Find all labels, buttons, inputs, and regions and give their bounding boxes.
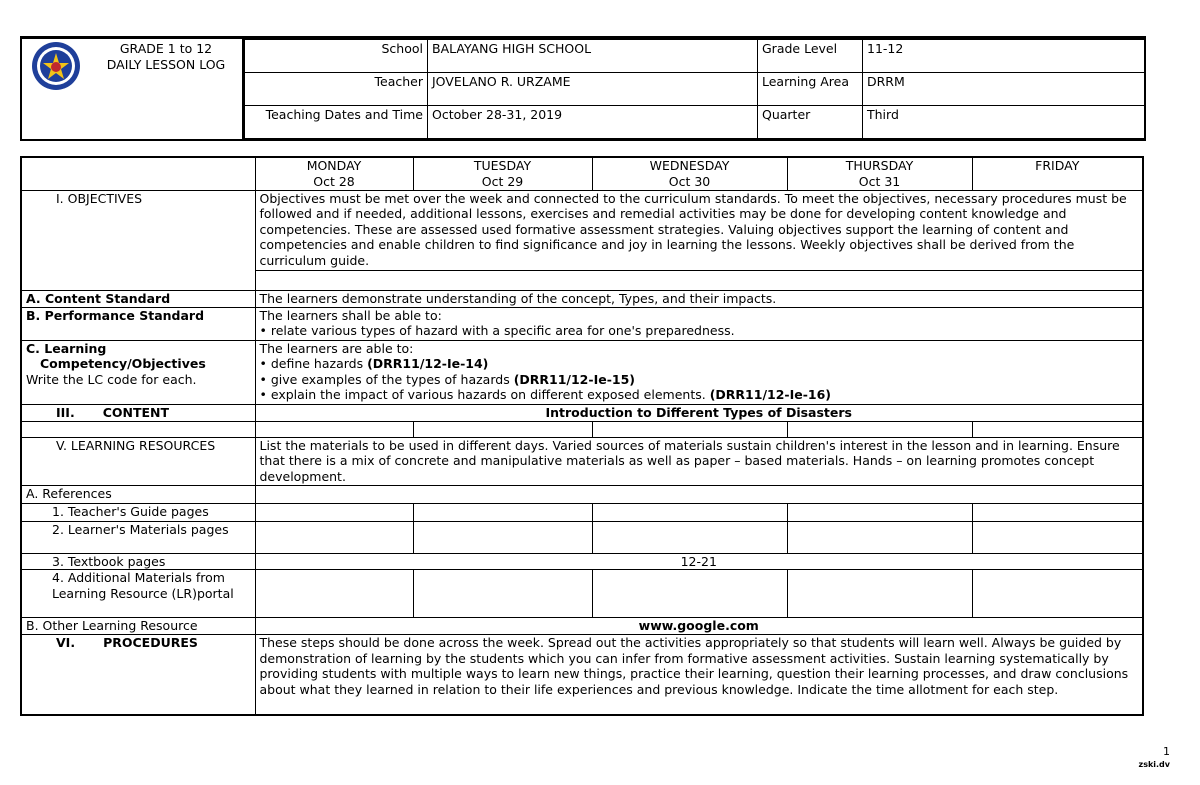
area-label: Learning Area bbox=[758, 73, 863, 106]
reference-textbook-row bbox=[21, 553, 1143, 570]
content-title: Introduction to Different Types of Disasters bbox=[255, 404, 1143, 421]
grade-range: GRADE 1 to 12 bbox=[119, 41, 213, 56]
competency-text: The learners are able to: • define hazards (DRR11/12-Ie-14) • give examples of the types of hazards (DRR11/12-Ie-15) • explain the impact of various hazards on different exposed elements. (DRR11/12-Ie-16) bbox=[255, 340, 1143, 404]
header-title-block bbox=[22, 39, 244, 139]
performance-standard-label: B. Performance Standard bbox=[21, 307, 255, 340]
other-resource-row bbox=[21, 618, 1143, 635]
deped-seal-icon bbox=[31, 41, 81, 91]
competency-row bbox=[21, 340, 1143, 404]
objectives-blank bbox=[255, 270, 1143, 290]
day-monday: MONDAY Oct 28 bbox=[255, 157, 413, 190]
lesson-plan-table bbox=[20, 156, 1144, 716]
textbook-pages-value: 12-21 bbox=[255, 553, 1143, 570]
reference-label: 3. Textbook pages bbox=[21, 553, 255, 570]
teacher-label: Teacher bbox=[245, 73, 428, 106]
procedures-label: VI. PROCEDURES bbox=[21, 635, 255, 715]
days-row bbox=[21, 157, 1143, 190]
content-standard-text: The learners demonstrate understanding of the concept, Types, and their impacts. bbox=[255, 290, 1143, 307]
dates-value: October 28-31, 2019 bbox=[428, 106, 758, 139]
content-label: III. CONTENT bbox=[21, 404, 255, 421]
school-label: School bbox=[245, 40, 428, 73]
competency-item: • define hazards (DRR11/12-Ie-14) bbox=[259, 356, 489, 372]
teacher-value: JOVELANO R. URZAME bbox=[428, 73, 758, 106]
objectives-label: I. OBJECTIVES bbox=[21, 190, 255, 290]
reference-label: 2. Learner's Materials pages bbox=[21, 521, 255, 553]
content-blank-row bbox=[21, 421, 1143, 437]
content-standard-row bbox=[21, 290, 1143, 307]
content-standard-label: A. Content Standard bbox=[21, 290, 255, 307]
procedures-row bbox=[21, 635, 1143, 715]
day-tuesday: TUESDAY Oct 29 bbox=[413, 157, 592, 190]
objectives-text: Objectives must be met over the week and connected to the curriculum standards. To meet the objectives, necessary procedures must be followed and if needed, additional lessons, exercises and remedial activities may be done for developing content knowledge and competencies. These are assessed used formative assessment strategies. Valuing objectives support the learning of content and competencies and enable children to find significance and joy in learning the lessons. Weekly objectives shall be derived from the curriculum guide. bbox=[255, 190, 1143, 270]
learning-resources-text: List the materials to be used in different days. Varied sources of materials sustain children's interest in the lesson and in learning. Ensure that there is a mix of concrete and manipulative materials as well as paper – based materials. Hands – on learning promotes concept development. bbox=[255, 437, 1143, 485]
performance-standard-row bbox=[21, 307, 1143, 340]
dates-label: Teaching Dates and Time bbox=[245, 106, 428, 139]
reference-tg-row bbox=[21, 503, 1143, 521]
doc-title: DAILY LESSON LOG bbox=[106, 56, 226, 72]
learning-resources-row bbox=[21, 437, 1143, 485]
content-row bbox=[21, 404, 1143, 421]
reference-label: 4. Additional Materials from Learning Resource (LR)portal bbox=[21, 570, 255, 618]
reference-lr-row bbox=[21, 570, 1143, 618]
other-resource-link[interactable]: www.google.com bbox=[255, 618, 1143, 635]
blank-cell bbox=[21, 157, 255, 190]
day-thursday: THURSDAY Oct 31 bbox=[787, 157, 972, 190]
area-value: DRRM bbox=[863, 73, 1145, 106]
references-row bbox=[21, 485, 1143, 503]
header-title bbox=[92, 41, 240, 72]
reference-lm-row bbox=[21, 521, 1143, 553]
performance-standard-text: The learners shall be able to: • relate various types of hazard with a specific area for one's preparedness. bbox=[255, 307, 1143, 340]
procedures-text: These steps should be done across the week. Spread out the activities appropriately so that students will learn well. Always be guided by demonstration of learning by the students which you can infer from formative assessment activities. Sustain learning systematically by providing students with multiple ways to learn new things, practice their learning, question their learning processes, and draw conclusions about what they learned in relation to their life experiences and previous knowledge. Indicate the time allotment for each step. bbox=[255, 635, 1143, 715]
other-resource-label: B. Other Learning Resource bbox=[21, 618, 255, 635]
objectives-row bbox=[21, 190, 1143, 270]
competency-item: • give examples of the types of hazards (DRR11/12-Ie-15) bbox=[259, 371, 635, 387]
reference-label: 1. Teacher's Guide pages bbox=[21, 503, 255, 521]
competency-item: • explain the impact of various hazards on different exposed elements. (DRR11/12-Ie-16) bbox=[259, 387, 832, 403]
quarter-label: Quarter bbox=[758, 106, 863, 139]
competency-label: C. Learning Competency/Objectives Write the LC code for each. bbox=[21, 340, 255, 404]
header-info-table bbox=[244, 39, 1145, 139]
page-number: 1 bbox=[1163, 745, 1170, 758]
school-value: BALAYANG HIGH SCHOOL bbox=[428, 40, 758, 73]
references-label: A. References bbox=[21, 485, 255, 503]
page-tag: zski.dv bbox=[1138, 760, 1170, 769]
learning-resources-label: V. LEARNING RESOURCES bbox=[21, 437, 255, 485]
grade-value: 11-12 bbox=[863, 40, 1145, 73]
day-wednesday: WEDNESDAY Oct 30 bbox=[592, 157, 787, 190]
grade-label: Grade Level bbox=[758, 40, 863, 73]
day-friday: FRIDAY bbox=[972, 157, 1143, 190]
quarter-value: Third bbox=[863, 106, 1145, 139]
lesson-log-header bbox=[20, 36, 1146, 141]
